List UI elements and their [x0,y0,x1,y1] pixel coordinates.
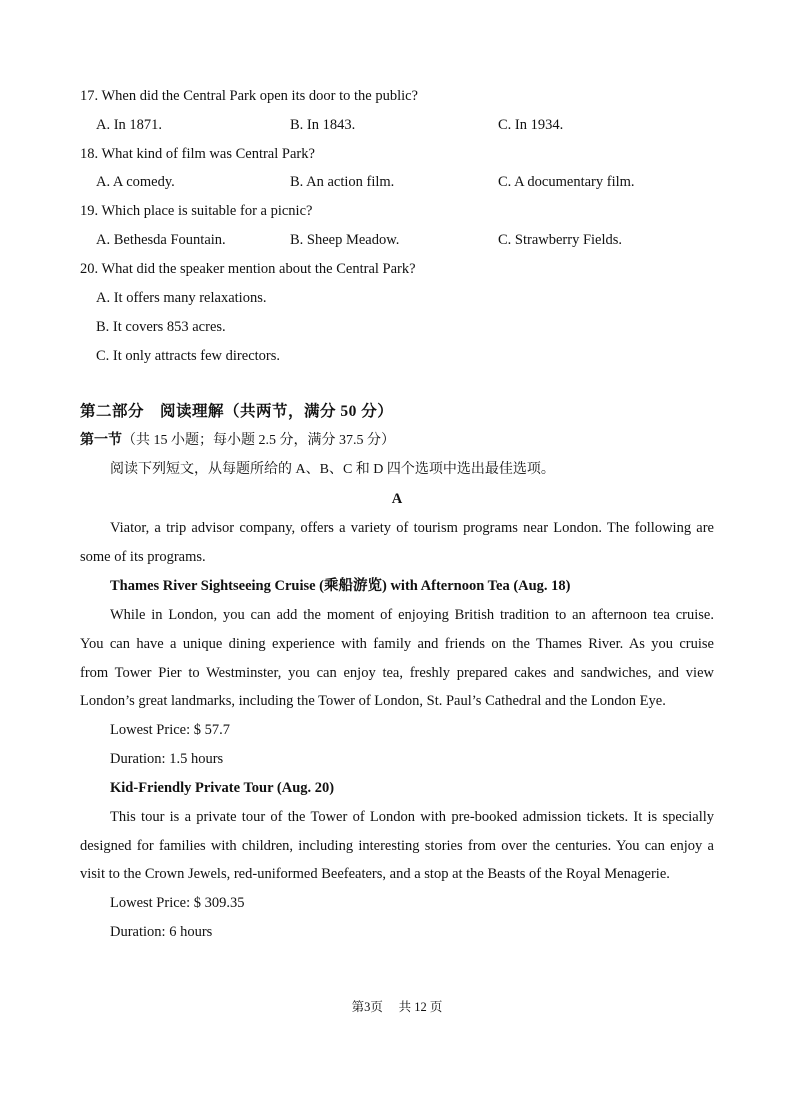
question-19-stem: 19. Which place is suitable for a picnic? [80,203,313,219]
question-19-option-a: A. Bethesda Fountain. [96,232,226,248]
section-one-info: （共 15 小题；每小题 2.5 分，满分 37.5 分） [122,433,395,448]
program-title-cruise: Thames River Sightseeing Cruise (乘船游览) with Afternoon Tea (Aug. 18) [110,578,571,594]
question-17-option-c: C. In 1934. [498,117,564,133]
instruction-text: 阅读下列短文，从每题所给的 A、B、C 和 D 四个选项中选出最佳选项。 [110,462,555,477]
page-number: 第3页 [351,1000,383,1014]
question-19-option-c: C. Strawberry Fields. [498,232,623,248]
part-two-heading: 第二部分 阅读理解（共两节，满分 50 分） [80,403,394,420]
question-17-option-a: A. In 1871. [96,117,163,133]
question-17-option-b: B. In 1843. [290,117,356,133]
program-cruise-duration: Duration: 1.5 hours [110,751,224,767]
passage-intro-line-1: Viator, a trip advisor company, offers a variety of tourism programs near London. The following are [110,520,714,536]
section-one-label: 第一节 [80,433,122,448]
program-cruise-price: Lowest Price: $ 57.7 [110,722,231,738]
question-20-option-a: A. It offers many relaxations. [96,290,267,306]
question-20-stem: 20. What did the speaker mention about the Central Park? [80,261,416,277]
question-20-option-c: C. It only attracts few directors. [96,348,281,364]
program-tour-line-3: visit to the Crown Jewels, red-uniformed Beefeaters, and a stop at the Beasts of the Royal Menagerie. [80,866,670,882]
question-19-option-b: B. Sheep Meadow. [290,232,400,248]
program-tour-price: Lowest Price: $ 309.35 [110,895,245,911]
program-cruise-line-1: While in London, you can add the moment of enjoying British tradition to an afternoon tea cruise. [110,607,714,623]
program-tour-line-1: This tour is a private tour of the Tower of London with pre-booked admission tickets. It is specially [110,809,714,825]
section-one-heading [80,431,395,451]
program-tour-duration: Duration: 6 hours [110,924,213,940]
page-total: 共 12 页 [398,1000,443,1014]
passage-intro-line-2: some of its programs. [80,549,206,565]
page-footer [0,997,794,1017]
question-18-stem: 18. What kind of film was Central Park? [80,146,315,162]
question-17-stem: 17. When did the Central Park open its door to the public? [80,88,418,104]
program-tour-line-2: designed for families with children, including interesting stories from over the centuries. You can enjoy a [80,838,714,854]
program-cruise-line-2: You can have a unique dining experience with family and friends on the Thames River. As you cruise [80,636,714,652]
question-18-option-b: B. An action film. [290,174,395,190]
question-20-option-b: B. It covers 853 acres. [96,319,226,335]
question-18-option-c: C. A documentary film. [498,174,635,190]
program-title-private-tour: Kid-Friendly Private Tour (Aug. 20) [110,780,335,796]
program-cruise-line-4: London’s great landmarks, including the Tower of London, St. Paul’s Cathedral and the London Eye. [80,693,666,709]
question-18-option-a: A. A comedy. [96,174,175,190]
passage-letter: A [391,491,403,507]
program-cruise-line-3: from Tower Pier to Westminster, you can enjoy tea, freshly prepared cakes and sandwiches, and view [80,665,714,681]
